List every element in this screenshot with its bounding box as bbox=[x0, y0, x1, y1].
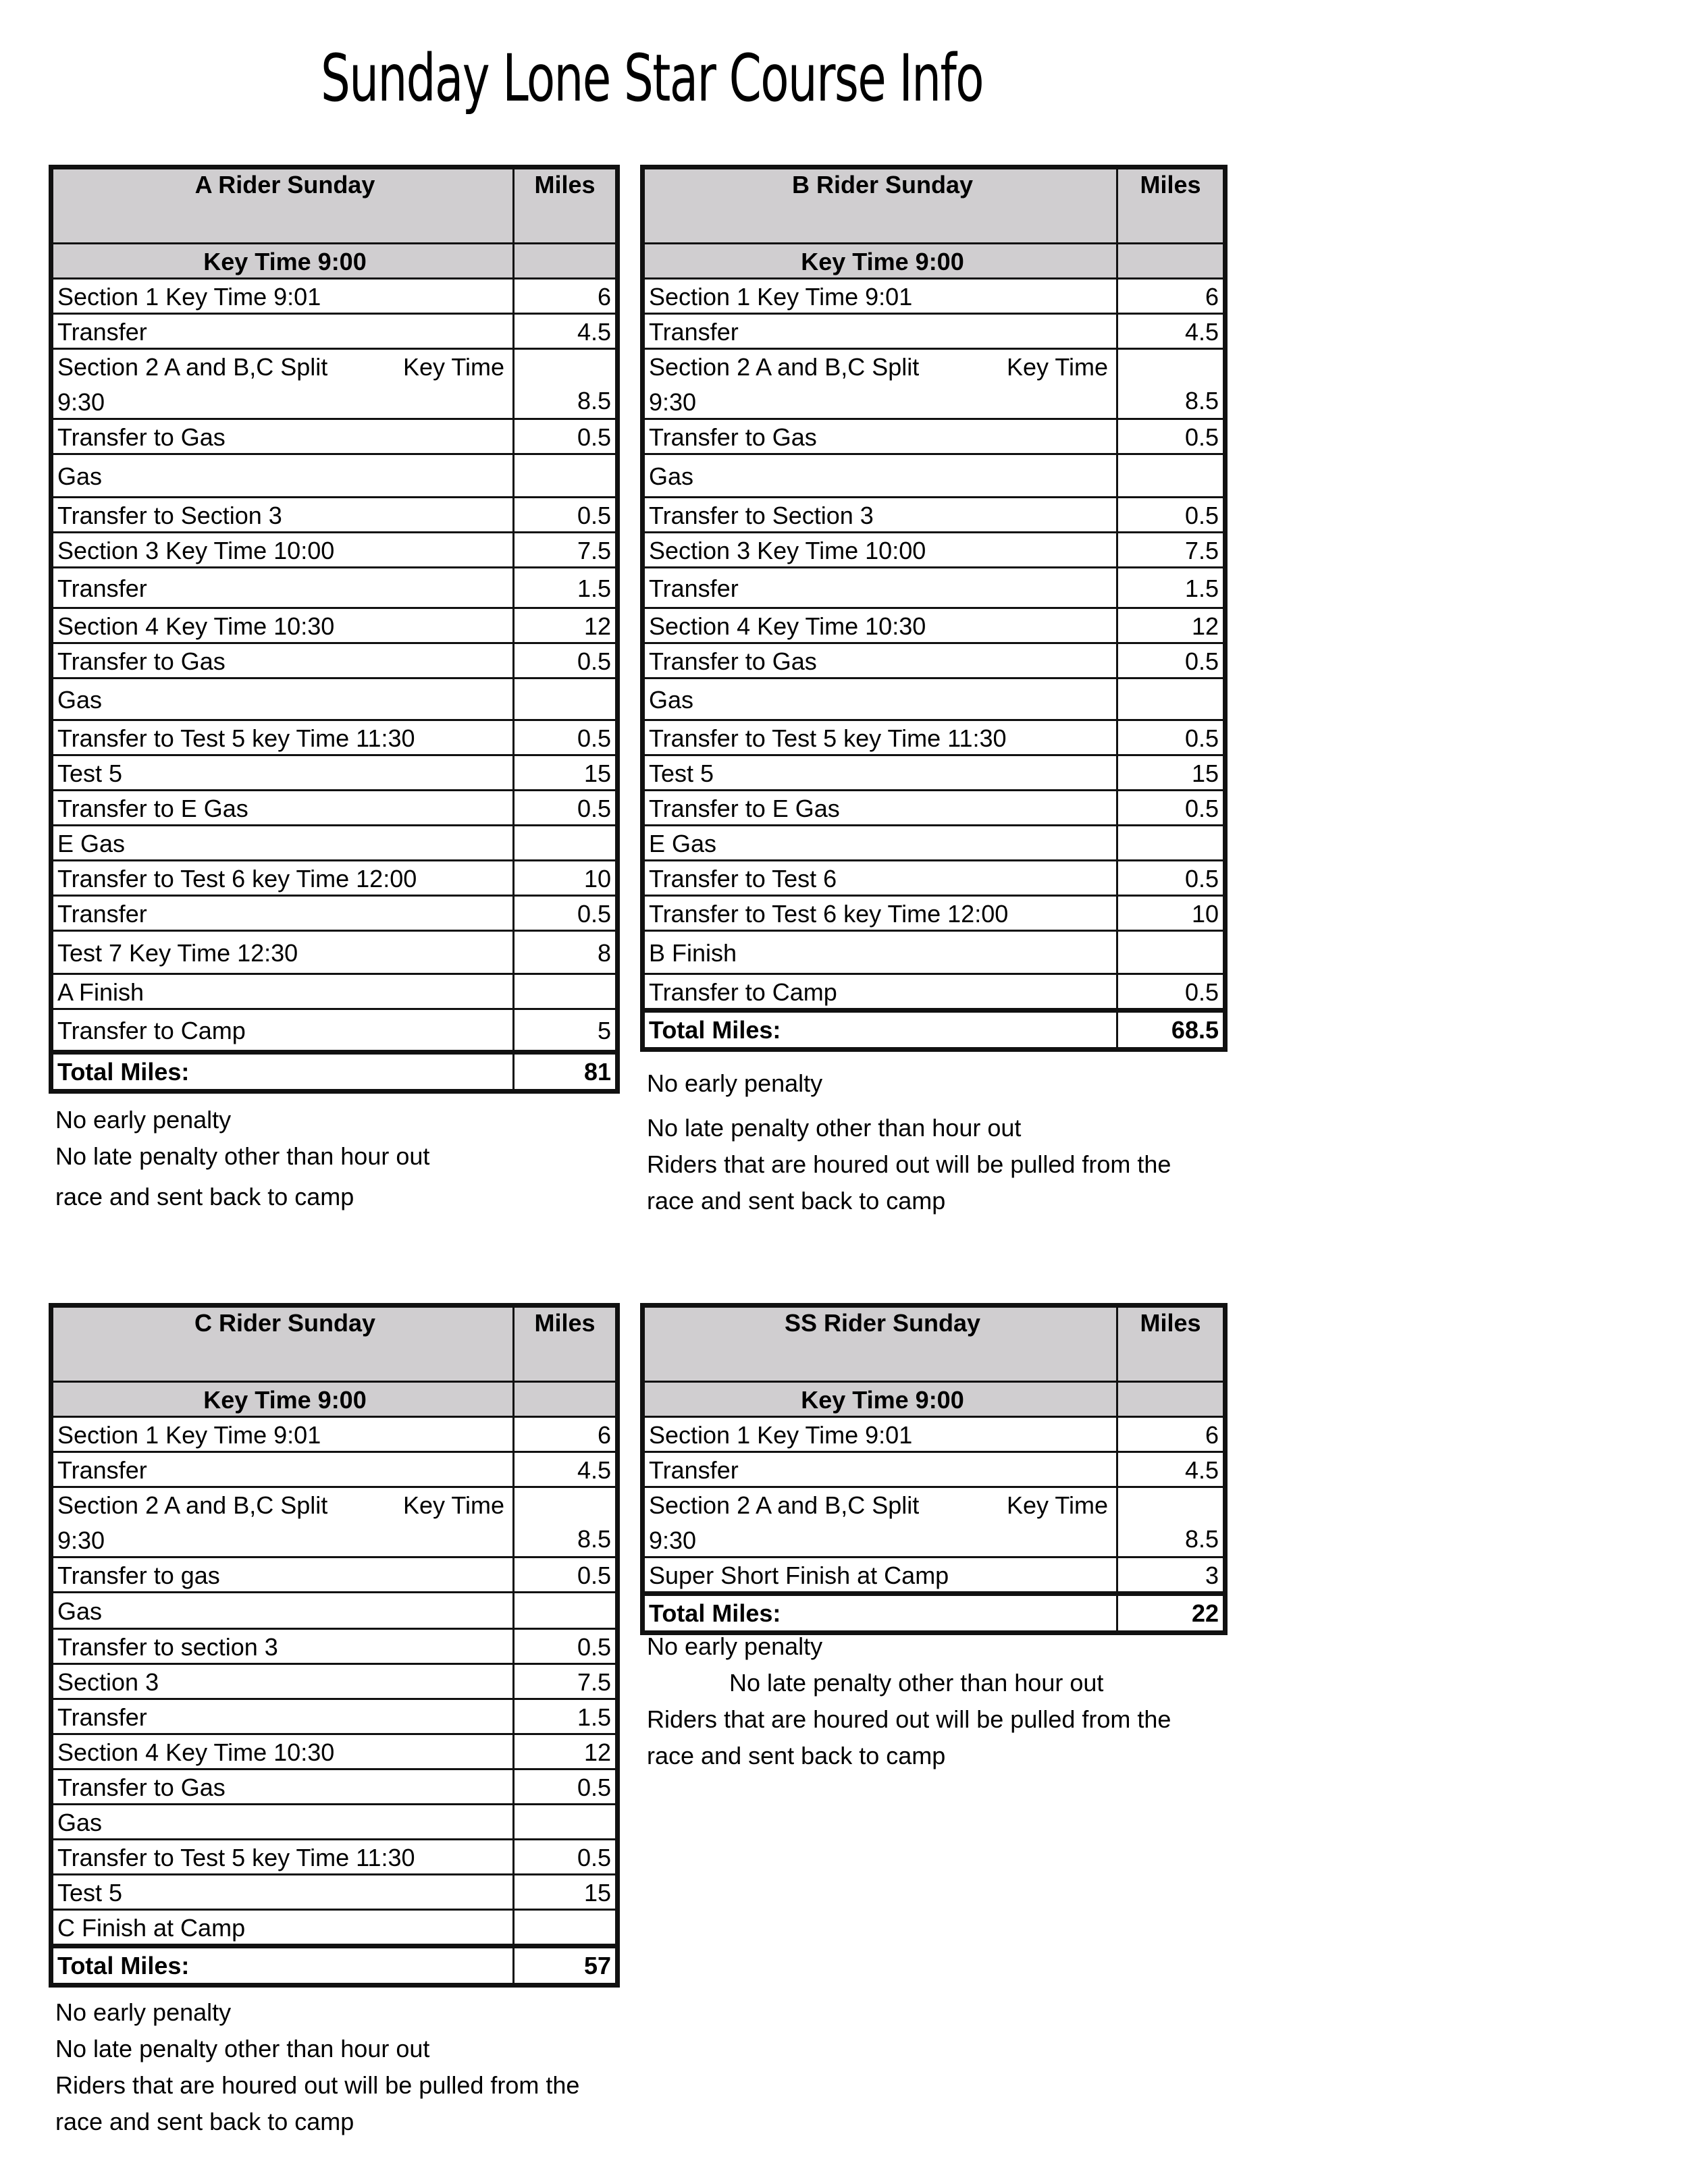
table-row bbox=[53, 895, 615, 930]
row-miles: 8 bbox=[512, 932, 615, 973]
table-row bbox=[53, 1591, 615, 1628]
row-miles: 68.5 bbox=[1116, 1013, 1223, 1047]
row-miles: 7.5 bbox=[1116, 533, 1223, 566]
row-label-key-time: Key Time bbox=[402, 1491, 504, 1519]
table-row bbox=[645, 1486, 1223, 1556]
row-miles: 3 bbox=[1116, 1558, 1223, 1591]
row-label: Transfer to Test 5 key Time 11:30 bbox=[57, 1844, 415, 1871]
row-label: E Gas bbox=[649, 830, 717, 857]
row-label bbox=[645, 1488, 1116, 1556]
row-label: A Finish bbox=[57, 978, 144, 1006]
note-line: No early penalty bbox=[55, 1998, 232, 2026]
row-miles: 10 bbox=[512, 861, 615, 895]
row-label: Transfer to Section 3 bbox=[649, 502, 874, 529]
row-miles: 0.5 bbox=[512, 897, 615, 930]
row-label: Transfer to Section 3 bbox=[57, 502, 282, 529]
table-row bbox=[645, 719, 1223, 754]
table-row bbox=[645, 930, 1223, 973]
row-label-text: Section 2 A and B,C Split bbox=[649, 1491, 920, 1519]
table-row bbox=[53, 1873, 615, 1909]
row-miles: 0.5 bbox=[1116, 791, 1223, 824]
table-row bbox=[53, 824, 615, 859]
row-miles: 0.5 bbox=[512, 721, 615, 754]
row-label: Test 5 bbox=[649, 760, 714, 787]
table-row bbox=[53, 1838, 615, 1873]
row-label: Section 3 Key Time 10:00 bbox=[57, 537, 335, 564]
note-line: No late penalty other than hour out bbox=[647, 1114, 1022, 1142]
row-label: Transfer to section 3 bbox=[57, 1633, 278, 1661]
row-miles: 0.5 bbox=[1116, 498, 1223, 531]
row-label: Transfer to Test 6 key Time 12:00 bbox=[649, 900, 1009, 928]
table-row bbox=[645, 859, 1223, 895]
row-label bbox=[53, 1488, 512, 1556]
row-label: Key Time 9:00 bbox=[53, 1383, 512, 1416]
row-miles bbox=[512, 1805, 615, 1838]
row-label: Gas bbox=[649, 686, 694, 714]
key-time-row bbox=[645, 242, 1223, 277]
table-row bbox=[53, 1451, 615, 1486]
row-label: A Rider Sunday bbox=[53, 169, 512, 242]
row-label-line2: 9:30 bbox=[649, 1526, 697, 1554]
row-miles bbox=[1116, 455, 1223, 496]
row-miles: 0.5 bbox=[512, 644, 615, 677]
table-row bbox=[645, 277, 1223, 313]
table-row bbox=[53, 348, 615, 418]
row-miles bbox=[1116, 932, 1223, 973]
row-label: Transfer to Test 5 key Time 11:30 bbox=[649, 724, 1007, 752]
row-miles: 0.5 bbox=[512, 498, 615, 531]
table-row bbox=[53, 313, 615, 348]
row-label-line2: 9:30 bbox=[57, 388, 105, 416]
row-label: Transfer to E Gas bbox=[649, 795, 840, 822]
table-row bbox=[645, 754, 1223, 789]
table-row bbox=[53, 1663, 615, 1698]
total-row bbox=[645, 1008, 1223, 1047]
row-label: Section 4 Key Time 10:30 bbox=[57, 612, 335, 640]
table-row bbox=[53, 1416, 615, 1451]
b-rider-table bbox=[640, 165, 1228, 1052]
row-miles: 1.5 bbox=[512, 568, 615, 607]
table-header bbox=[645, 1308, 1223, 1381]
table-row bbox=[53, 1628, 615, 1663]
row-label-line1 bbox=[57, 1488, 512, 1523]
table-row bbox=[53, 1733, 615, 1768]
total-row bbox=[53, 1944, 615, 1983]
row-label: Key Time 9:00 bbox=[53, 244, 512, 277]
note-line: No early penalty bbox=[55, 1106, 232, 1134]
row-label: Section 1 Key Time 9:01 bbox=[649, 1421, 913, 1449]
table-row bbox=[53, 1486, 615, 1556]
row-label: Gas bbox=[57, 462, 103, 490]
note-line: race and sent back to camp bbox=[55, 1183, 354, 1210]
row-miles: 8.5 bbox=[1116, 1488, 1223, 1556]
row-miles: 6 bbox=[512, 279, 615, 313]
table-row bbox=[645, 453, 1223, 496]
row-miles: 0.5 bbox=[512, 420, 615, 453]
row-miles: 0.5 bbox=[512, 1558, 615, 1591]
row-label: Test 7 Key Time 12:30 bbox=[57, 939, 298, 967]
row-miles: 6 bbox=[1116, 1418, 1223, 1451]
ss-rider-table bbox=[640, 1303, 1228, 1635]
row-miles bbox=[512, 679, 615, 719]
table-row bbox=[53, 496, 615, 531]
row-label-text: Section 2 A and B,C Split bbox=[57, 1491, 328, 1519]
row-label: Transfer to Test 5 key Time 11:30 bbox=[57, 724, 415, 752]
row-miles: Miles bbox=[512, 1308, 615, 1381]
row-miles: 4.5 bbox=[1116, 1453, 1223, 1486]
row-miles: 1.5 bbox=[512, 1700, 615, 1733]
row-label-text: Section 2 A and B,C Split bbox=[57, 353, 328, 381]
row-miles: 4.5 bbox=[1116, 315, 1223, 348]
note-line: race and sent back to camp bbox=[55, 2108, 354, 2135]
row-label: Section 4 Key Time 10:30 bbox=[649, 612, 926, 640]
table-row bbox=[53, 677, 615, 719]
c-rider-notes bbox=[55, 1994, 579, 2140]
row-miles: 12 bbox=[512, 609, 615, 642]
row-label: Section 3 bbox=[57, 1668, 159, 1696]
row-miles: 8.5 bbox=[512, 1488, 615, 1556]
table-row bbox=[645, 973, 1223, 1008]
row-miles: 0.5 bbox=[1116, 721, 1223, 754]
row-label: Total Miles: bbox=[57, 1952, 190, 1979]
table-row bbox=[53, 1556, 615, 1591]
table-row bbox=[645, 566, 1223, 607]
row-miles: 15 bbox=[1116, 756, 1223, 789]
row-miles: 4.5 bbox=[512, 315, 615, 348]
row-label: Transfer bbox=[57, 1456, 147, 1484]
row-label: Super Short Finish at Camp bbox=[649, 1562, 949, 1589]
table-row bbox=[645, 348, 1223, 418]
note-line: No early penalty bbox=[647, 1069, 823, 1097]
note-line: Riders that are houred out will be pulled from the bbox=[647, 1150, 1171, 1178]
total-row bbox=[53, 1050, 615, 1089]
row-label-line1 bbox=[649, 350, 1116, 385]
table-row bbox=[53, 607, 615, 642]
note-line: No early penalty bbox=[647, 1632, 823, 1660]
row-label-line1 bbox=[649, 1488, 1116, 1523]
row-label: Key Time 9:00 bbox=[645, 244, 1116, 277]
row-miles: 0.5 bbox=[1116, 644, 1223, 677]
table-row bbox=[645, 1451, 1223, 1486]
table-row bbox=[53, 566, 615, 607]
table-row bbox=[53, 642, 615, 677]
note-line: race and sent back to camp bbox=[647, 1187, 946, 1215]
note-line: Riders that are houred out will be pulled from the bbox=[647, 1705, 1171, 1733]
row-miles: 0.5 bbox=[512, 1770, 615, 1803]
row-miles: Miles bbox=[1116, 1308, 1223, 1381]
row-label: Gas bbox=[649, 462, 694, 490]
row-label: Transfer bbox=[57, 900, 147, 928]
row-miles bbox=[1116, 826, 1223, 859]
row-label-line2: 9:30 bbox=[57, 1526, 105, 1554]
table-header bbox=[53, 1308, 615, 1381]
row-label bbox=[53, 350, 512, 418]
row-miles: Miles bbox=[1116, 169, 1223, 242]
row-miles: 0.5 bbox=[1116, 861, 1223, 895]
row-label: Section 1 Key Time 9:01 bbox=[649, 283, 913, 311]
row-miles: 4.5 bbox=[512, 1453, 615, 1486]
page-title: Sunday Lone Star Course Info bbox=[321, 41, 983, 116]
row-label: Transfer to Camp bbox=[57, 1017, 246, 1044]
table-row bbox=[645, 531, 1223, 566]
a-rider-table bbox=[49, 165, 620, 1094]
row-label: E Gas bbox=[57, 830, 126, 857]
table-row bbox=[645, 1416, 1223, 1451]
a-rider-notes bbox=[55, 1102, 429, 1215]
table-row bbox=[53, 453, 615, 496]
row-label: Test 5 bbox=[57, 1879, 123, 1907]
ss-rider-notes bbox=[647, 1628, 1171, 1774]
row-label: Transfer to gas bbox=[57, 1562, 220, 1589]
table-row bbox=[53, 930, 615, 973]
row-miles bbox=[512, 455, 615, 496]
row-label: Transfer to Gas bbox=[57, 423, 226, 451]
table-row bbox=[53, 1909, 615, 1944]
row-label: B Finish bbox=[649, 939, 737, 967]
note-line: No late penalty other than hour out bbox=[55, 1142, 430, 1170]
b-rider-notes bbox=[647, 1065, 1171, 1219]
row-miles bbox=[1116, 244, 1223, 277]
row-label: Transfer bbox=[57, 1703, 147, 1731]
row-label: Transfer bbox=[57, 575, 147, 602]
row-miles: 57 bbox=[512, 1948, 615, 1983]
total-row bbox=[645, 1591, 1223, 1630]
row-miles bbox=[512, 826, 615, 859]
table-row bbox=[53, 1008, 615, 1050]
table-row bbox=[645, 418, 1223, 453]
table-row bbox=[53, 418, 615, 453]
table-row bbox=[645, 607, 1223, 642]
row-miles bbox=[1116, 679, 1223, 719]
row-label: Total Miles: bbox=[649, 1599, 781, 1627]
row-label-key-time: Key Time bbox=[1006, 1491, 1108, 1519]
row-label: Transfer to Test 6 key Time 12:00 bbox=[57, 865, 417, 893]
row-miles: 8.5 bbox=[512, 350, 615, 418]
row-miles bbox=[1116, 1383, 1223, 1416]
row-miles: Miles bbox=[512, 169, 615, 242]
row-label: Transfer bbox=[649, 575, 739, 602]
row-miles: 22 bbox=[1116, 1596, 1223, 1630]
table-row bbox=[645, 1556, 1223, 1591]
c-rider-table bbox=[49, 1303, 620, 1988]
table-row bbox=[53, 277, 615, 313]
table-row bbox=[53, 719, 615, 754]
row-miles: 12 bbox=[1116, 609, 1223, 642]
row-label: Transfer bbox=[649, 1456, 739, 1484]
row-miles: 15 bbox=[512, 1875, 615, 1909]
row-miles: 6 bbox=[1116, 279, 1223, 313]
row-miles bbox=[512, 1911, 615, 1944]
table-row bbox=[645, 789, 1223, 824]
row-miles: 6 bbox=[512, 1418, 615, 1451]
table-row bbox=[53, 859, 615, 895]
table-row bbox=[53, 1768, 615, 1803]
row-label: Section 4 Key Time 10:30 bbox=[57, 1738, 335, 1766]
table-row bbox=[53, 789, 615, 824]
key-time-row bbox=[645, 1381, 1223, 1416]
row-miles: 0.5 bbox=[1116, 975, 1223, 1008]
row-label: Transfer to E Gas bbox=[57, 795, 248, 822]
row-miles: 81 bbox=[512, 1055, 615, 1089]
table-row bbox=[645, 895, 1223, 930]
row-miles bbox=[512, 244, 615, 277]
row-label: B Rider Sunday bbox=[645, 169, 1116, 242]
row-miles: 7.5 bbox=[512, 1665, 615, 1698]
row-label: Key Time 9:00 bbox=[645, 1383, 1116, 1416]
row-miles: 1.5 bbox=[1116, 568, 1223, 607]
row-miles bbox=[512, 1593, 615, 1628]
row-label: Transfer to Camp bbox=[649, 978, 837, 1006]
note-line: race and sent back to camp bbox=[647, 1742, 946, 1769]
key-time-row bbox=[53, 1381, 615, 1416]
table-header bbox=[645, 169, 1223, 242]
table-row bbox=[53, 531, 615, 566]
table-row bbox=[645, 496, 1223, 531]
table-row bbox=[645, 824, 1223, 859]
row-label: Section 3 Key Time 10:00 bbox=[649, 537, 926, 564]
table-row bbox=[645, 313, 1223, 348]
row-label: Transfer to Gas bbox=[57, 1774, 226, 1801]
row-label: Total Miles: bbox=[57, 1058, 190, 1086]
row-miles: 0.5 bbox=[1116, 420, 1223, 453]
row-label: Gas bbox=[57, 1809, 103, 1836]
row-label-line1 bbox=[57, 350, 512, 385]
row-miles: 12 bbox=[512, 1735, 615, 1768]
row-miles: 0.5 bbox=[512, 1840, 615, 1873]
row-miles: 15 bbox=[512, 756, 615, 789]
row-miles bbox=[512, 1383, 615, 1416]
row-label-line2: 9:30 bbox=[649, 388, 697, 416]
row-label: Transfer to Gas bbox=[649, 647, 817, 675]
note-line: Riders that are houred out will be pulled from the bbox=[55, 2071, 580, 2099]
row-miles: 8.5 bbox=[1116, 350, 1223, 418]
row-miles: 0.5 bbox=[512, 1630, 615, 1663]
note-line: No late penalty other than hour out bbox=[729, 1669, 1104, 1697]
table-row bbox=[53, 1803, 615, 1838]
row-label: Gas bbox=[57, 686, 103, 714]
row-label: Transfer to Test 6 bbox=[649, 865, 837, 893]
row-label-text: Section 2 A and B,C Split bbox=[649, 353, 920, 381]
row-label bbox=[645, 350, 1116, 418]
table-row bbox=[53, 754, 615, 789]
row-label: Transfer to Gas bbox=[57, 647, 226, 675]
row-miles: 0.5 bbox=[512, 791, 615, 824]
row-miles: 7.5 bbox=[512, 533, 615, 566]
row-label: Section 1 Key Time 9:01 bbox=[57, 1421, 321, 1449]
row-label: Test 5 bbox=[57, 760, 123, 787]
row-label-key-time: Key Time bbox=[402, 353, 504, 381]
row-label: Total Miles: bbox=[649, 1016, 781, 1044]
row-label: Transfer bbox=[649, 318, 739, 346]
row-label: C Finish at Camp bbox=[57, 1914, 246, 1942]
table-header bbox=[53, 169, 615, 242]
row-label: C Rider Sunday bbox=[53, 1308, 512, 1381]
row-label-key-time: Key Time bbox=[1006, 353, 1108, 381]
row-miles: 5 bbox=[512, 1010, 615, 1050]
key-time-row bbox=[53, 242, 615, 277]
row-label: Transfer bbox=[57, 318, 147, 346]
row-label: Section 1 Key Time 9:01 bbox=[57, 283, 321, 311]
row-label: Transfer to Gas bbox=[649, 423, 817, 451]
row-miles: 10 bbox=[1116, 897, 1223, 930]
table-row bbox=[53, 1698, 615, 1733]
note-line: No late penalty other than hour out bbox=[55, 2035, 430, 2062]
table-row bbox=[53, 973, 615, 1008]
row-label: Gas bbox=[57, 1597, 103, 1625]
table-row bbox=[645, 642, 1223, 677]
table-row bbox=[645, 677, 1223, 719]
row-miles bbox=[512, 975, 615, 1008]
row-label: SS Rider Sunday bbox=[645, 1308, 1116, 1381]
